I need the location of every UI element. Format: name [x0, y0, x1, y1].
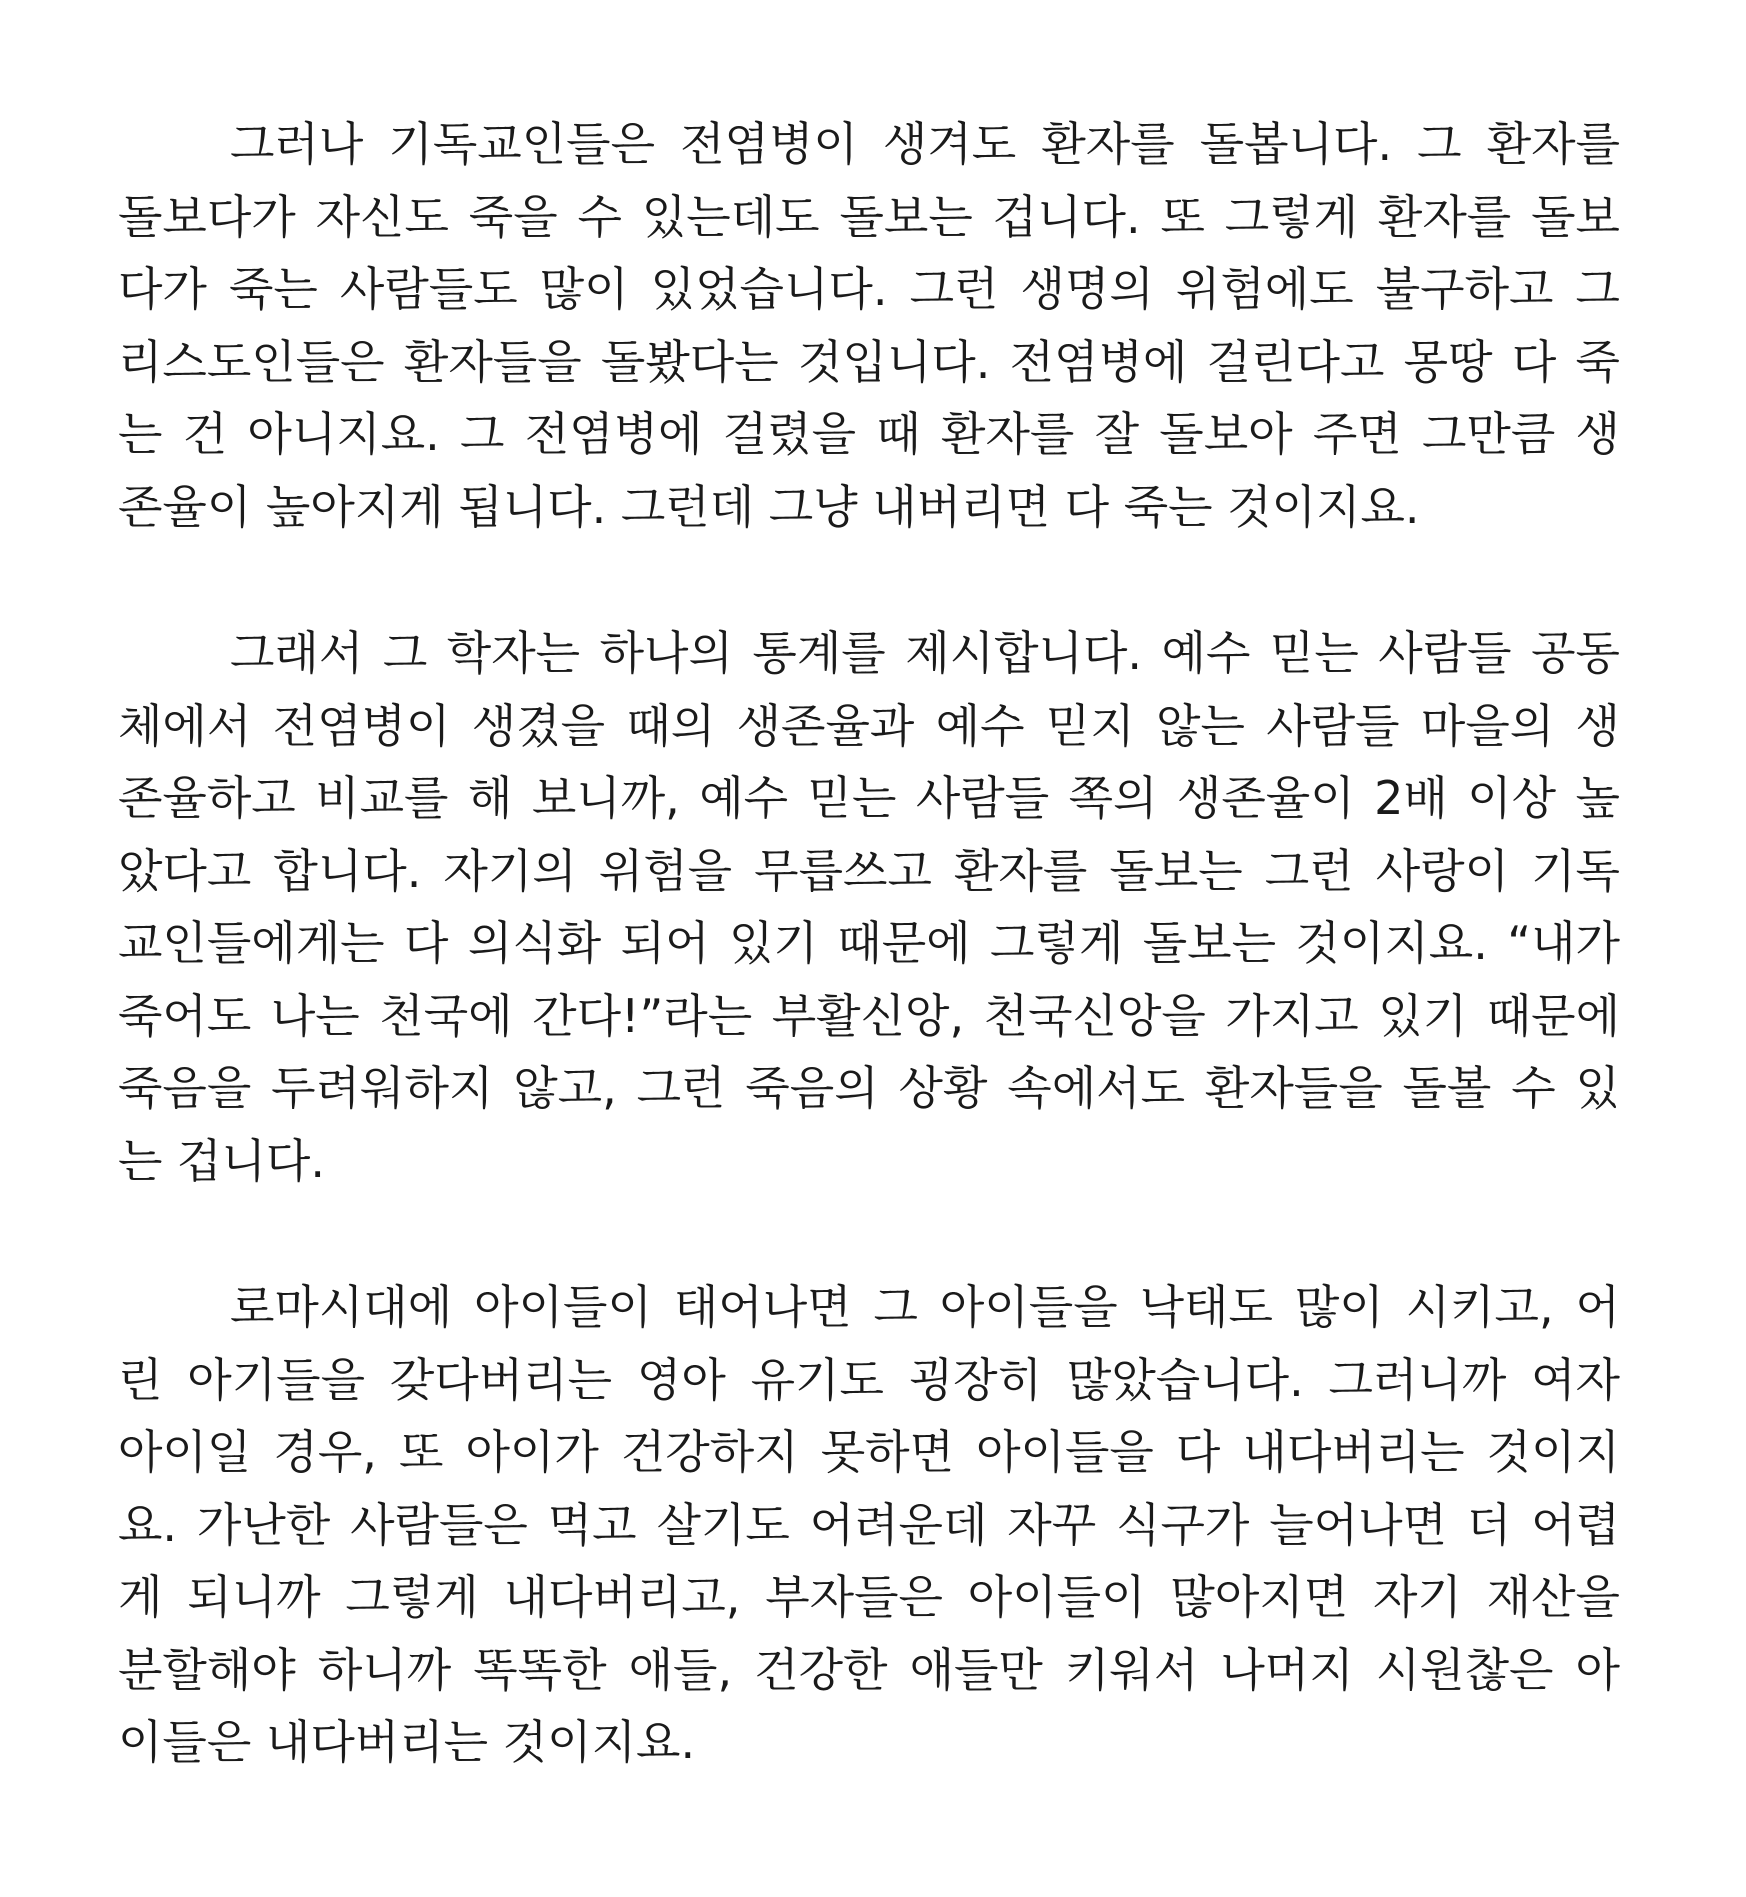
text-line: 그러나 기독교인들은 전염병이 생겨도 환자를 돌봅니다. 그 환자를 [230, 117, 1620, 171]
paragraph-3 [118, 1271, 1620, 1779]
text-line: 죽음을 두려워하지 않고, 그런 죽음의 상황 속에서도 환자들을 돌볼 수 있 [118, 1061, 1620, 1115]
text-line: 아이일 경우, 또 아이가 건강하지 못하면 아이들을 다 내다버리는 것이지 [118, 1425, 1620, 1479]
paragraph-1 [118, 108, 1620, 543]
text-line: 리스도인들은 환자들을 돌봤다는 것입니다. 전염병에 걸린다고 몽땅 다 죽 [118, 334, 1620, 389]
text-line: 는 겁니다. [118, 1133, 325, 1188]
text-line: 이들은 내다버리는 것이지요. [118, 1715, 696, 1769]
text-line: 존율이 높아지게 됩니다. 그런데 그냥 내버리면 다 죽는 것이지요. [118, 479, 1420, 534]
text-line: 게 되니까 그렇게 내다버리고, 부자들은 아이들이 많아지면 자기 재산을 [118, 1570, 1620, 1624]
text-line: 는 건 아니지요. 그 전염병에 걸렸을 때 환자를 잘 돌보아 주면 그만큼 생 [118, 407, 1620, 461]
text-line: 요. 가난한 사람들은 먹고 살기도 어려운데 자꾸 식구가 늘어나면 더 어렵 [118, 1497, 1620, 1552]
text-line: 체에서 전염병이 생겼을 때의 생존율과 예수 믿지 않는 사람들 마을의 생 [118, 698, 1620, 753]
text-line: 돌보다가 자신도 죽을 수 있는데도 돌보는 겁니다. 또 그렇게 환자를 돌보 [118, 189, 1620, 244]
text-line: 교인들에게는 다 의식화 되어 있기 때문에 그렇게 돌보는 것이지요. “내가 [118, 916, 1620, 970]
text-line: 그래서 그 학자는 하나의 통계를 제시합니다. 예수 믿는 사람들 공동 [230, 626, 1620, 680]
document-page [118, 108, 1620, 1779]
text-line: 다가 죽는 사람들도 많이 있었습니다. 그런 생명의 위험에도 불구하고 그 [118, 262, 1620, 316]
text-line: 분할해야 하니까 똑똑한 애들, 건강한 애들만 키워서 나머지 시원찮은 아 [118, 1642, 1620, 1697]
text-line: 린 아기들을 갖다버리는 영아 유기도 굉장히 많았습니다. 그러니까 여자 [118, 1352, 1620, 1407]
text-line: 존율하고 비교를 해 보니까, 예수 믿는 사람들 쪽의 생존율이 2배 이상 높 [118, 771, 1620, 825]
text-line: 죽어도 나는 천국에 간다!”라는 부활신앙, 천국신앙을 가지고 있기 때문에 [118, 988, 1620, 1043]
text-line: 로마시대에 아이들이 태어나면 그 아이들을 낙태도 많이 시키고, 어 [230, 1280, 1620, 1334]
text-line: 았다고 합니다. 자기의 위험을 무릅쓰고 환자를 돌보는 그런 사랑이 기독 [118, 843, 1620, 898]
paragraph-2 [118, 617, 1620, 1197]
